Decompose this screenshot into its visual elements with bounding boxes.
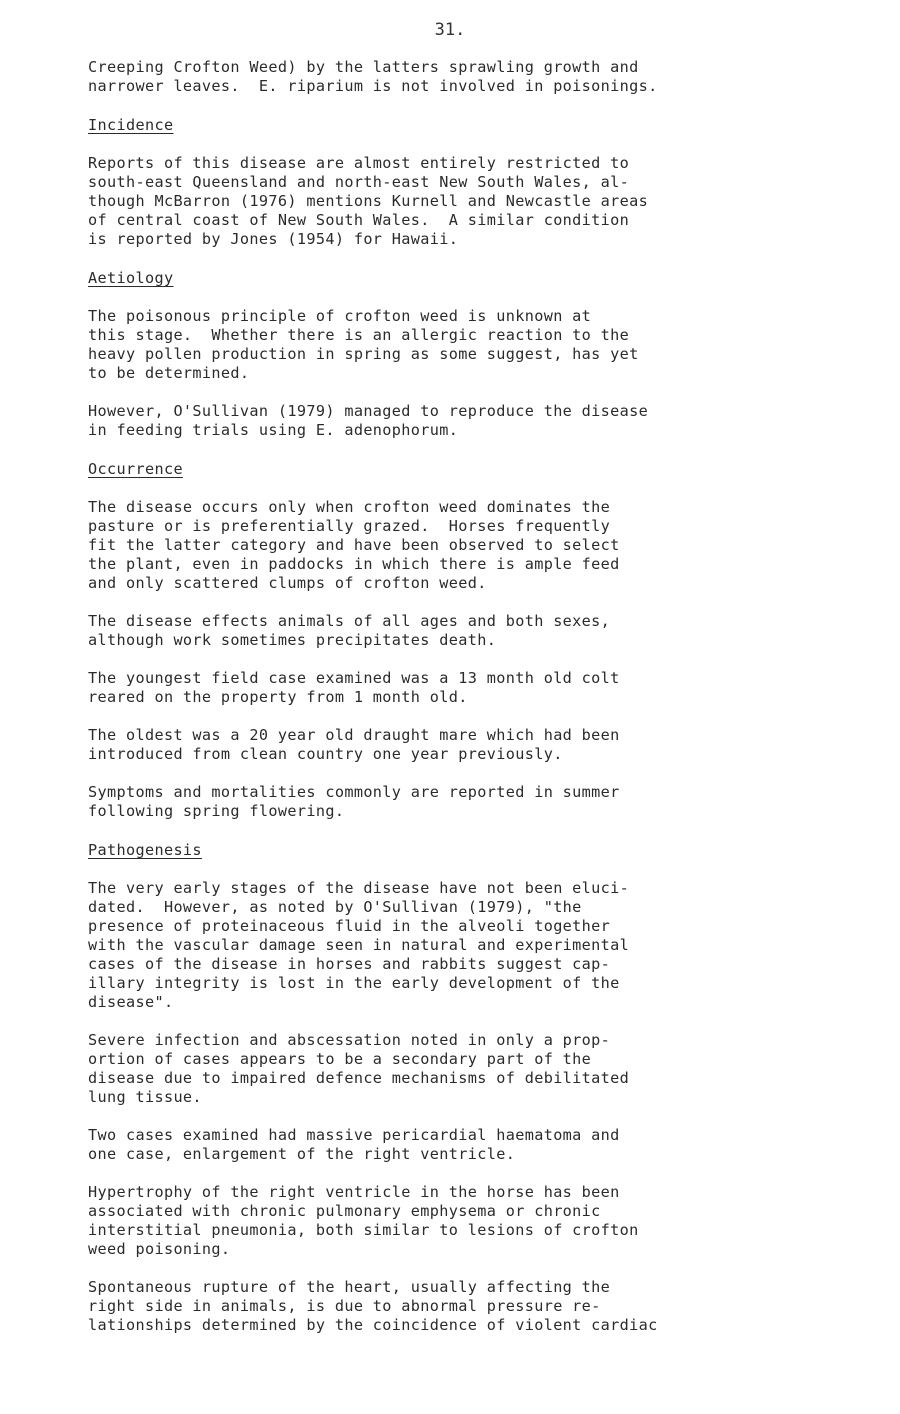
paragraph-aetiology-1: The poisonous principle of crofton weed is unknown at this stage. Whether there is an allergic reaction to the heavy pollen production in spring as some suggest, has yet to be determined. [88, 307, 639, 382]
paragraph-aetiology-2: However, O'Sullivan (1979) managed to reproduce the disease in feeding trials using E. adenophorum. [88, 402, 649, 439]
paragraph-intro-continuation: Creeping Crofton Weed) by the latters sprawling growth and narrower leaves. E. riparium is not involved in poisonings. [88, 58, 658, 95]
page-number: 31. [434, 20, 466, 40]
section-heading-incidence: Incidence [88, 116, 174, 134]
paragraph-occurrence-4: The oldest was a 20 year old draught mare which had been introduced from clean country one year previously. [88, 726, 620, 763]
section-heading-pathogenesis: Pathogenesis [88, 841, 202, 859]
paragraph-pathogenesis-5: Spontaneous rupture of the heart, usually affecting the right side in animals, is due to abnormal pressure re- lationships determined by the coincidence of violent cardiac [88, 1278, 658, 1334]
paragraph-pathogenesis-3: Two cases examined had massive pericardial haematoma and one case, enlargement of the right ventricle. [88, 1126, 620, 1163]
paragraph-occurrence-3: The youngest field case examined was a 13 month old colt reared on the property from 1 month old. [88, 669, 620, 706]
paragraph-pathogenesis-1: The very early stages of the disease have not been eluci- dated. However, as noted by O'Sullivan (1979), "the presence of proteinaceous fluid in the alveoli together with the vascular damage seen in natural and experimental cases of the disease in horses and rabbits suggest cap- illary integrity is lost in the early development of the disease". [88, 879, 630, 1011]
paragraph-pathogenesis-4: Hypertrophy of the right ventricle in the horse has been associated with chronic pulmonary emphysema or chronic interstitial pneumonia, both similar to lesions of crofton weed poisoning. [88, 1183, 639, 1258]
paragraph-occurrence-2: The disease effects animals of all ages and both sexes, although work sometimes precipitates death. [88, 612, 611, 649]
page-body [88, 58, 808, 1335]
section-heading-aetiology: Aetiology [88, 269, 174, 287]
paragraph-incidence: Reports of this disease are almost entirely restricted to south-east Queensland and north-east New South Wales, al- though McBarron (1976) mentions Kurnell and Newcastle areas of central coast of New South Wales. A similar condition is reported by Jones (1954) for Hawaii. [88, 154, 649, 248]
paragraph-pathogenesis-2: Severe infection and abscessation noted in only a prop- ortion of cases appears to be a secondary part of the disease due to impaired defence mechanisms of debilitated lung tissue. [88, 1031, 630, 1106]
paragraph-occurrence-1: The disease occurs only when crofton weed dominates the pasture or is preferentially grazed. Horses frequently fit the latter category and have been observed to select the plant, even in paddocks in which there is ample feed and only scattered clumps of crofton weed. [88, 498, 620, 592]
paragraph-occurrence-5: Symptoms and mortalities commonly are reported in summer following spring flowering. [88, 783, 620, 820]
section-heading-occurrence: Occurrence [88, 460, 183, 478]
